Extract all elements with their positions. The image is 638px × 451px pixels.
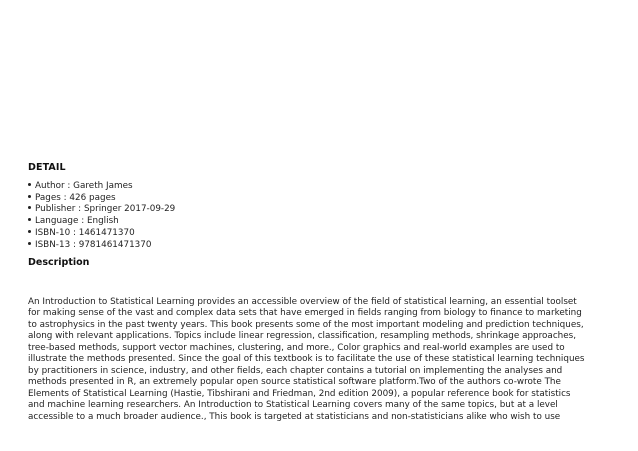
- detail-item-isbn10: [28, 228, 175, 240]
- detail-item-text: Author : Gareth James: [35, 181, 133, 191]
- description-line: along with relevant applications. Topics include linear regression, classification, resampling methods, shrinkage approaches,: [28, 331, 577, 342]
- detail-item-text: ISBN-13 : 9781461471370: [35, 239, 152, 250]
- detail-item-language: [28, 216, 175, 228]
- description-line: tree-based methods, support vector machines, clustering, and more., Color graphics and real-world examples are used to: [28, 342, 565, 353]
- description-line: for making sense of the vast and complex data sets that have emerged in fields ranging from biology to finance to marketing: [28, 308, 582, 319]
- description-line: and machine learning researchers. An Introduction to Statistical Learning covers many of the same topics, but at a level: [28, 400, 558, 411]
- detail-item-text: Publisher : Springer 2017-09-29: [35, 204, 176, 215]
- detail-item-publisher: [28, 204, 175, 216]
- description-line: to astrophysics in the past twenty years. This book presents some of the most important modeling and prediction techniques,: [28, 319, 584, 330]
- detail-item-pages: [28, 193, 175, 205]
- bullet-icon: [28, 242, 31, 245]
- bullet-icon: [28, 218, 31, 221]
- detail-list: [28, 181, 175, 251]
- description-body: [28, 297, 618, 423]
- description-line: by practitioners in science, industry, and other fields, each chapter contains a tutorial on implementing the analyses and: [28, 365, 563, 376]
- detail-item-author: [28, 181, 175, 193]
- detail-item-isbn13: [28, 240, 175, 252]
- detail-item-text: Pages : 426 pages: [35, 192, 116, 203]
- description-heading: Description: [28, 257, 90, 268]
- detail-item-text: ISBN-10 : 1461471370: [35, 227, 135, 238]
- description-line: illustrate the methods presented. Since the goal of this textbook is to facilitate the use of these statistical learning techniques: [28, 354, 585, 365]
- bullet-icon: [28, 206, 31, 209]
- description-line: methods presented in R, an extremely popular open source statistical software platform.Two of the authors co-wrote The: [28, 377, 561, 388]
- bullet-icon: [28, 230, 31, 233]
- bullet-icon: [28, 183, 31, 186]
- bullet-icon: [28, 195, 31, 198]
- description-line: An Introduction to Statistical Learning provides an accessible overview of the field of statistical learning, an essential toolset: [28, 297, 577, 307]
- description-line: accessible to a much broader audience., This book is targeted at statisticians and non-statisticians alike who wish to use: [28, 411, 561, 422]
- detail-heading: DETAIL: [28, 162, 66, 173]
- detail-item-text: Language : English: [35, 216, 119, 227]
- description-line: Elements of Statistical Learning (Hastie, Tibshirani and Friedman, 2nd edition 2009), a popular reference book for statistics: [28, 388, 571, 399]
